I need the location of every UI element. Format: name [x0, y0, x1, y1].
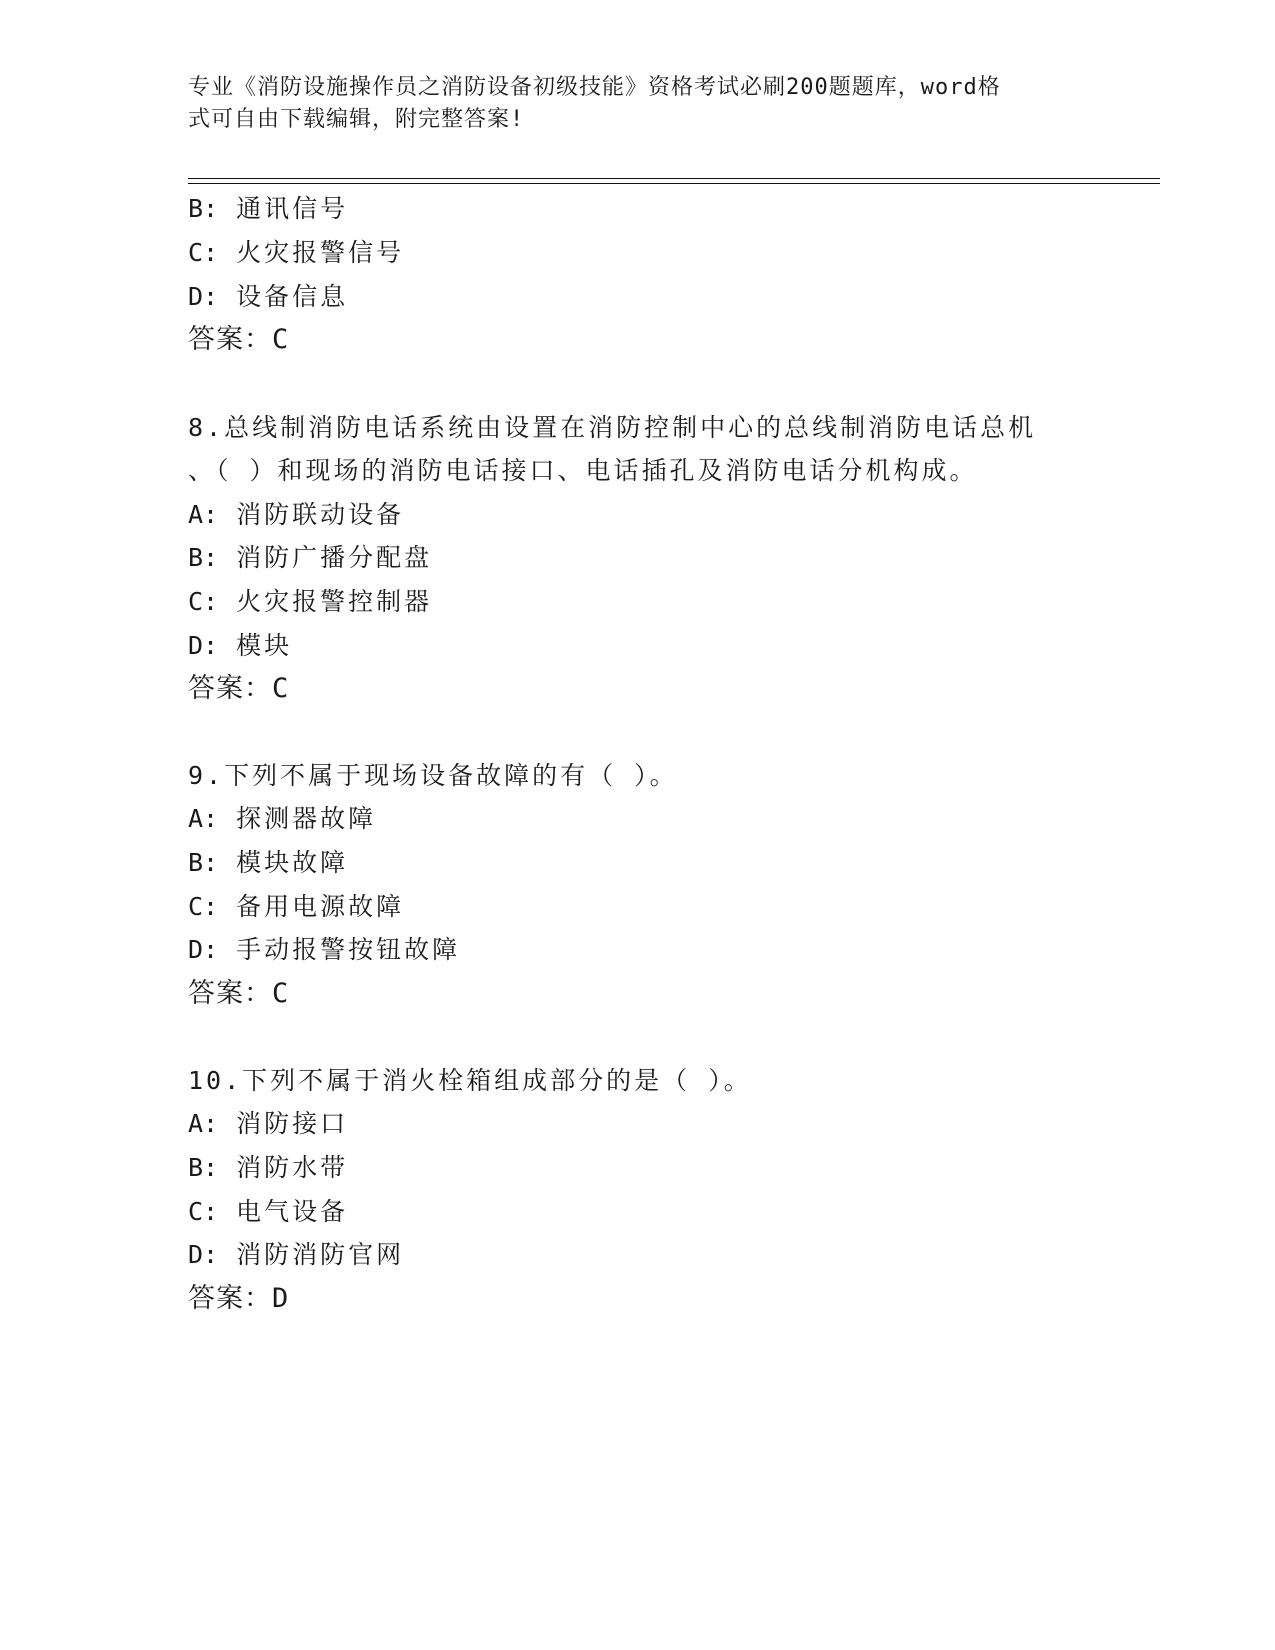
question-8-answer: 答案：C: [188, 673, 290, 704]
header-divider-bottom: [188, 183, 1160, 184]
question-10-stem: 10.下列不属于消火栓箱组成部分的是（ ）。: [188, 1066, 752, 1095]
question-8-stem-line-2: 、（ ）和现场的消防电话接口、电话插孔及消防电话分机构成。: [188, 456, 978, 485]
header-line-2: 式可自由下载编辑，附完整答案!: [188, 107, 525, 132]
question-10-option-c: C: 电气设备: [188, 1197, 349, 1226]
question-10-option-b: B: 消防水带: [188, 1153, 349, 1182]
answer-line: 答案：C: [188, 324, 290, 355]
option-c: C: 火灾报警信号: [188, 238, 405, 267]
question-8-option-c: C: 火灾报警控制器: [188, 587, 433, 616]
question-10-option-d: D: 消防消防官网: [188, 1240, 405, 1269]
question-9-option-b: B: 模块故障: [188, 848, 349, 877]
question-8-option-d: D: 模块: [188, 631, 293, 660]
question-9-option-d: D: 手动报警按钮故障: [188, 935, 461, 964]
question-10-answer: 答案：D: [188, 1283, 290, 1314]
header-divider-top: [188, 178, 1160, 179]
question-9-option-c: C: 备用电源故障: [188, 892, 405, 921]
question-9-stem: 9.下列不属于现场设备故障的有（ ）。: [188, 761, 678, 790]
question-9-answer: 答案：C: [188, 978, 290, 1009]
option-b: B: 通讯信号: [188, 194, 349, 223]
question-8-option-a: A: 消防联动设备: [188, 500, 405, 529]
question-8-stem-line-1: 8.总线制消防电话系统由设置在消防控制中心的总线制消防电话总机: [188, 413, 1037, 442]
document-header: [188, 72, 1068, 136]
question-10-option-a: A: 消防接口: [188, 1109, 349, 1138]
option-d: D: 设备信息: [188, 282, 349, 311]
header-line-1: 专业《消防设施操作员之消防设备初级技能》资格考试必刷200题题库，word格: [188, 75, 1001, 100]
question-8-option-b: B: 消防广播分配盘: [188, 543, 433, 572]
question-9-option-a: A: 探测器故障: [188, 804, 377, 833]
